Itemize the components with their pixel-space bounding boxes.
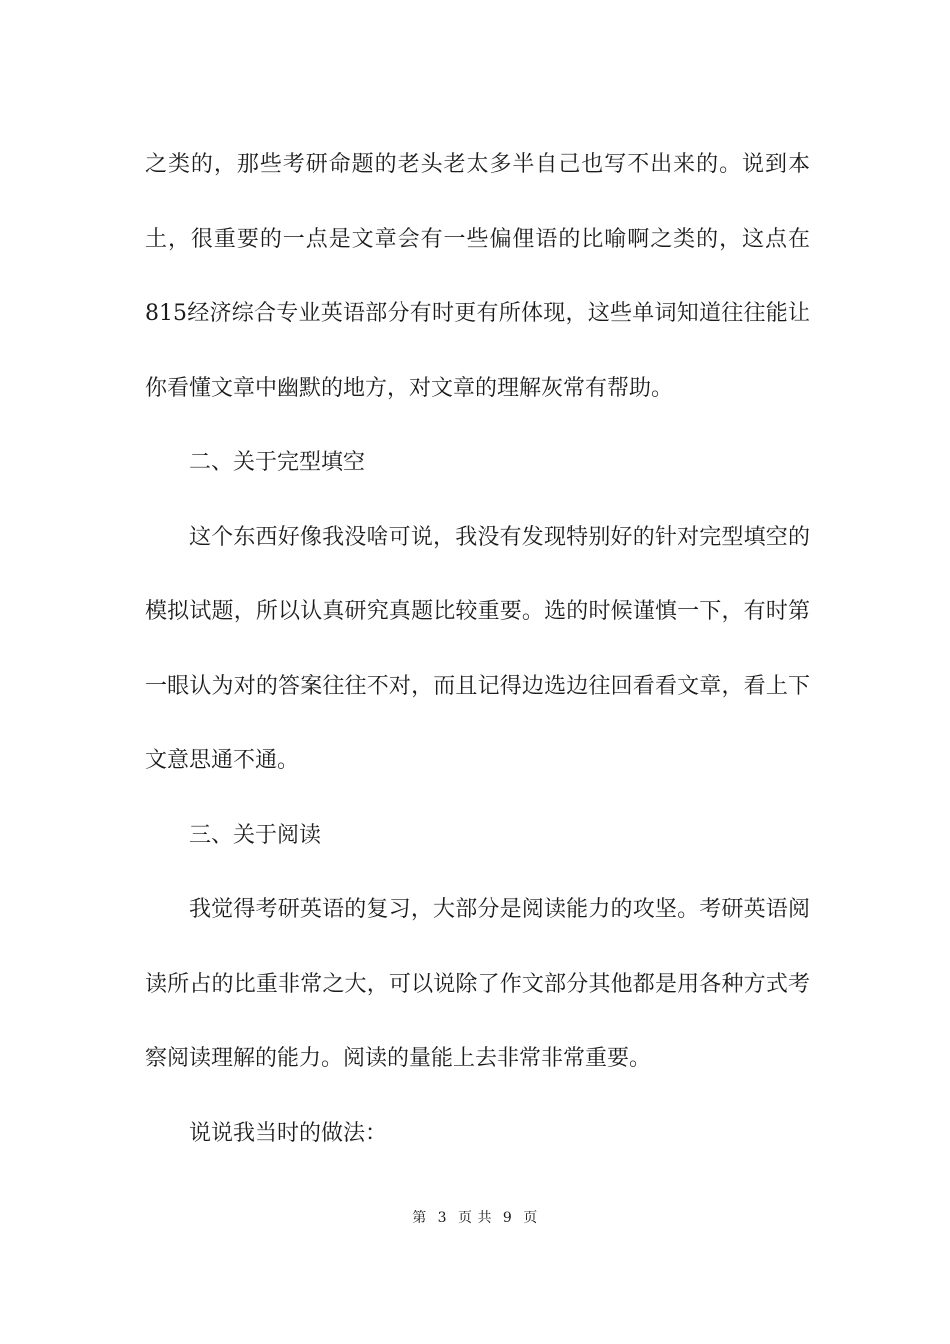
page-footer	[0, 1207, 950, 1227]
section-heading-cloze: 二、关于完型填空	[189, 450, 366, 475]
footer-total-pages: 9	[502, 1210, 513, 1226]
footer-middle: 页 共	[458, 1210, 492, 1226]
section-heading-reading: 三、关于阅读	[189, 822, 322, 848]
page-body	[145, 128, 810, 1171]
footer-prefix: 第	[412, 1210, 427, 1226]
footer-current-page: 3	[437, 1210, 448, 1226]
paragraph-reading: 我觉得考研英语的复习，大部分是阅读能力的攻坚。考研英语阅读所占的比重非常之大，可以说除了作文部分其他都是用各种方式考察阅读理解的能力。阅读的量能上去非常非常重要。	[145, 897, 810, 1071]
footer-suffix: 页	[523, 1210, 538, 1226]
paragraph-cloze: 这个东西好像我没啥可说，我没有发现特别好的针对完型填空的模拟试题，所以认真研究真题比较重要。选的时候谨慎一下，有时第一眼认为对的答案往往不对，而且记得边选边往回看看文章，看上下文意思通不通。	[145, 524, 810, 773]
paragraph-method-intro: 说说我当时的做法：	[189, 1120, 388, 1146]
paragraph-continuation: 之类的，那些考研命题的老头老太多半自己也写不出来的。说到本土，很重要的一点是文章会有一些偏俚语的比喻啊之类的，这点在815经济综合专业英语部分有时更有所体现，这些单词知道往往能让你看懂文章中幽默的地方，对文章的理解灰常有帮助。	[145, 152, 810, 401]
